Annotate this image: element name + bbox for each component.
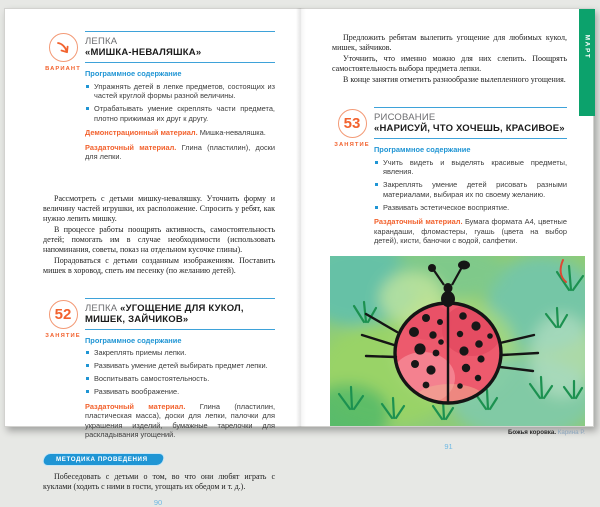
method-paragraph: Уточнить, что именно можно для них слепить. Поощрять самостоятельность выбора предмета лепки. [332, 54, 567, 73]
divider [85, 329, 275, 330]
page-number-left: 90 [153, 497, 163, 507]
book-spread [4, 8, 594, 507]
method-paragraph: Порадоваться с детьми созданным изображениям. Поставить мишек в хоровод, спеть им песенку (по желанию детей). [43, 255, 275, 275]
program-item: Развивать воображение. [85, 387, 275, 397]
arrow-down-right-icon [49, 33, 78, 62]
bullet-square-icon [86, 377, 89, 380]
month-tab-march [579, 9, 595, 116]
material-line: Демонстрационный материал. Мишка-неваляшка. [85, 128, 266, 137]
bullet-square-icon [86, 351, 89, 354]
divider [85, 298, 275, 299]
program-item: Отрабатывать умение скреплять части предмета, плотно прижимая их друг к другу. [85, 104, 275, 123]
lesson-badge-label: ЗАНЯТИЕ [334, 142, 370, 148]
program-item: Развивать умение детей выбирать предмет лепки. [85, 361, 275, 371]
bullet-square-icon [375, 161, 378, 164]
divider [85, 31, 275, 32]
program-item: Развивать эстетическое восприятие. [374, 203, 567, 213]
method-paragraph: В процессе работы поощрять активность, самостоятельность детей; помогать им в случае необходимости (использовать напоминания, советы, показ на отдельном кусочке глины). [43, 224, 275, 254]
artwork-title: Божья коровка. [507, 428, 557, 436]
lesson-title: «УГОЩЕНИЕ ДЛЯ КУКОЛ, МИШЕК, ЗАЙЧИКОВ» [85, 302, 244, 325]
page-91 [299, 9, 595, 451]
material-line: Раздаточный материал. Глина (пластилин, пластическая масса), доски для лепки, палочки для украшения изделий, бумажные тарелочки для раскладывания угощений. [85, 401, 275, 439]
section-lesson-53 [330, 107, 567, 246]
lesson-kind: ЛЕПКА [85, 302, 118, 314]
bullet-square-icon [86, 364, 89, 367]
variant-heading [85, 36, 275, 58]
program-content-heading: Программное содержание [374, 145, 471, 154]
program-content-heading: Программное содержание [85, 69, 182, 78]
lesson-title: «МИШКА-НЕВАЛЯШКА» [85, 47, 202, 58]
program-item: Закреплять умение детей рисовать разными материалами, выбирая их по своему желанию. [374, 180, 567, 199]
method-block-variant [41, 162, 275, 276]
section-variant [41, 31, 275, 162]
method-block-52 [41, 440, 275, 492]
divider [374, 138, 567, 139]
lesson-kind: РИСОВАНИЕ [374, 112, 436, 123]
divider [85, 62, 275, 63]
variant-badge-label: ВАРИАНТ [45, 66, 81, 72]
method-paragraph: Рассмотреть с детьми мишку-неваляшку. Уточнить форму и величину частей игрушки, их расположение. Спросить у ребят, как нужно лепить мишку. [43, 193, 275, 223]
bullet-square-icon [86, 85, 89, 88]
method-banner: МЕТОДИКА ПРОВЕДЕНИЯ [43, 453, 164, 466]
program-item: Упражнять детей в лепке предметов, состоящих из частей круглой формы разной величины. [85, 82, 275, 101]
lesson-52-badge [41, 298, 85, 440]
lesson-number-badge: 53 [338, 109, 367, 138]
lesson-kind: ЛЕПКА [85, 36, 118, 47]
lesson-53-heading [374, 112, 567, 134]
artwork-author: Карина Р. [557, 428, 585, 436]
page-90 [5, 9, 299, 507]
method-continuation [330, 33, 567, 85]
page-number-right: 91 [444, 441, 453, 451]
lesson-53-header-and-program [374, 107, 567, 246]
bullet-square-icon [375, 206, 378, 209]
section-lesson-52 [41, 298, 275, 440]
method-banner: МЕТОДИКА ПРОВЕДЕНИЯ [43, 175, 164, 188]
bullet-square-icon [375, 183, 378, 186]
divider [374, 107, 567, 108]
program-item: Закреплять приемы лепки. [85, 348, 275, 358]
bullet-square-icon [86, 390, 89, 393]
lesson-52-heading [85, 303, 275, 325]
program-item: Учить видеть и выделять красивые предметы, явления. [374, 158, 567, 177]
method-paragraph: В конце занятия отметить разнообразие вылепленного угощения. [343, 75, 566, 84]
month-tab-label: МАРТ [583, 34, 591, 60]
artwork-caption [330, 429, 585, 436]
method-paragraph: Побеседовать с детьми о том, во что они любят играть с куклами (ходить с ними в гости, угощать их обедом и т. д.). [43, 471, 275, 491]
lesson-badge-label: ЗАНЯТИЕ [45, 332, 81, 339]
program-content-heading: Программное содержание [85, 335, 182, 345]
material-line: Раздаточный материал. Глина (пластилин), доски для лепки. [85, 142, 275, 161]
bullet-square-icon [86, 107, 89, 110]
variant-header-and-program [85, 31, 275, 162]
material-line: Раздаточный материал. Бумага формата А4, цветные карандаши, фломастеры, гуашь (цвета на выбор детей), кисти, баночки с водой, салфетки. [374, 217, 567, 245]
ladybug-drawing [330, 256, 585, 426]
method-paragraph: Предложить ребятам вылепить угощение для любимых кукол, мишек, зайчиков. [332, 33, 567, 52]
lesson-52-header-and-program [85, 298, 275, 440]
program-item: Воспитывать самостоятельность. [85, 374, 275, 384]
lesson-title: «НАРИСУЙ, ЧТО ХОЧЕШЬ, КРАСИВОЕ» [374, 123, 565, 134]
lesson-number-badge: 52 [49, 300, 78, 329]
lesson-53-badge [330, 107, 374, 246]
variant-badge [41, 31, 85, 162]
